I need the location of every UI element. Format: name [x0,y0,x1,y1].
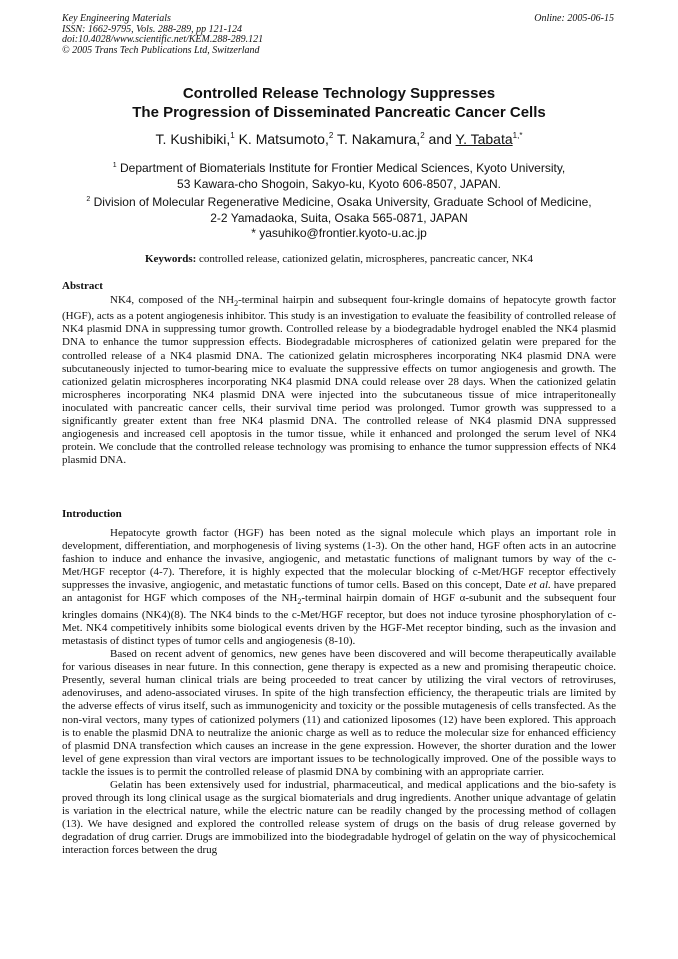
abstract-paragraph [62,294,616,467]
introduction-paragraph: Gelatin has been extensively used for industrial, pharmaceutical, and medical applications and the bio-safety is proved through its long clinical usage as the surgical biomaterials and drug ingredients. Another unique advantage of gelatin is variation in the electrical nature, while the electric nature can be readily changed by the processing method of collagen (13). We have designed and explored the controlled release system of drugs on the basis of drug release governed by degradation of drug carrier. Drugs are immobilized into the biodegradable hydrogel of gelatin on the way of physicochemical interaction forces between the drug [62,778,616,857]
affiliation-text: Department of Biomaterials Institute for Frontier Medical Sciences, Kyoto University, [116,161,566,175]
introduction-paragraph [62,527,616,648]
subscript: 2 [297,597,302,607]
affiliation-number: 2 [86,196,91,203]
introduction-heading: Introduction [62,508,122,520]
journal-copyright: © 2005 Trans Tech Publications Ltd, Switzerland [62,44,260,56]
affiliation-number: 1 [112,162,117,169]
journal-issn: ISSN: 1662-9795, Vols. 288-289, pp 121-124 [62,23,242,35]
title-line-2: The Progression of Disseminated Pancreatic Cancer Cells [132,104,546,121]
subscript: 2 [234,299,239,309]
title-line-1: Controlled Release Technology Suppresses [182,85,496,102]
corresponding-author-name: Y. Tabata [455,131,513,147]
affiliation-1-line-1 [0,158,678,177]
author-name: T. Kushibiki, [155,131,231,147]
affiliations [0,158,678,242]
abstract-body [62,294,616,467]
affiliation-text: Division of Molecular Regenerative Medicine, Osaka University, Graduate School of Medicine, [90,195,592,209]
journal-name: Key Engineering Materials [62,13,171,24]
abstract-heading: Abstract [62,280,103,292]
introduction-paragraph: Based on recent advent of genomics, new genes have been discovered and will become therapeutically available for various diseases in near future. In this connection, gene therapy is expected as a new and promising therapeutic choice. Presently, several human clinical trials are being proceeded to treat cancer by utilizing the viral vectors of retroviruses, adenoviruses, and adeno-associated viruses. In spite of the high transfection efficiency, the therapeutic trials are limited by the adverse effects of virus itself, such as immunogenicity and toxicity or the possible mutagenesis of cells transfected. As the non-viral vectors, many types of cationized polymers (11) and cationized liposomes (12) have been explored. This approach is to enable the plasmid DNA to neutralize the anionic charge as well as to reduce the molecular size for enhanced efficiency of plasmid DNA transfection which causes an increase in the gene expression. However, the shorter duration and the lower level of gene expression than viral vectors are important issues to be technologically improved. One of the possible ways to tackle the issues is to permit the controlled release of plasmid DNA by combining with an appropriate carrier. [62,648,616,778]
intro-text: Hepatocyte growth factor (HGF) has been noted as the signal molecule which plays an important role in development, differentiation, and morphogenesis of living systems (1-3). On the other hand, HGF often acts in an autocrine fashion to induce and enhance the invasive, angiogenic, and metastatic functions of malignant tumors by way of the c-Met/HGF receptor (4-7). Therefore, it is highly expected that the molecular blocking of c-Met/HGF receptor effectively suppresses the invasive, angiogenic, and metastatic functions of tumor cells. Based on this concept, Date [62,527,616,592]
keywords-label: Keywords: [144,253,197,265]
abstract-text: -terminal hairpin and subsequent four-kringle domains of hepatocyte growth factor (HGF), acts as a potent angiogenesis inhibitor. This study is an investigation to evaluate the feasibility of controlled release of NK4 plasmid DNA in suppressing tumor growth. Controlled release by a biodegradable hydrogel enabled the NK4 plasmid DNA to enhance the tumor suppression effects. Biodegradable microspheres of cationized gelatin were prepared for the controlled release of a NK4 plasmid DNA. The cationized gelatin microspheres incorporating NK4 plasmid DNA were subcutaneously injected to tumor-bearing mice to evaluate the suppressive effects on tumor angiogenesis and growth. The cationized gelatin microspheres incorporating NK4 plasmid DNA could release over 28 days. When the cationized gelatin microspheres incorporating NK4 plasmid DNA were injected into the subcutaneous tissue of mice intraperitoneally inoculated with pancreatic cancer cells, their survival time period was prolonged. Tumor growth was suppressed to a significantly greater extent than free NK4 plasmid DNA. The controlled release of NK4 plasmid DNA suppressed angiogenesis and increased cell apoptosis in the tumor tissue, while it enhanced and prolonged the serum level of NK4 protein. We conclude that the controlled release technology was promising to enhance the tumor suppression effects of NK4 plasmid DNA. [62,294,616,467]
journal-doi: doi:10.4028/www.scientific.net/KEM.288-289.121 [62,34,264,45]
affiliation-1-line-2: 53 Kawara-cho Shogoin, Sakyo-ku, Kyoto 606-8507, JAPAN. [177,176,501,191]
introduction-body [62,527,616,858]
author-affiliation-mark: 2 [420,131,425,140]
author-affiliation-mark: 2 [328,131,334,140]
author-affiliation-mark: 1,* [512,131,523,140]
intro-italic: et al. [528,579,551,592]
keywords-text: controlled release, cationized gelatin, microspheres, pancreatic cancer, NK4 [196,253,534,265]
keywords [0,253,678,265]
intro-text: have prepared an antagonist for HGF which composes of the NH [62,579,616,605]
author-list [0,127,678,148]
journal-info [62,14,263,56]
paper-title [0,84,678,122]
online-date: Online: 2005-06-15 [534,13,614,24]
author-name: K. Matsumoto, [234,131,329,147]
abstract-text: NK4, composed of the NH [110,294,235,306]
affiliation-2-line-2: 2-2 Yamadaoka, Suita, Osaka 565-0871, JAPAN [210,210,468,225]
author-affiliation-mark: 1 [230,131,235,140]
author-conjunction: and [424,131,456,147]
affiliation-2-line-1 [0,192,678,211]
author-name: T. Nakamura, [333,131,421,147]
intro-text: -terminal hairpin domain of HGF α-subunit and the subsequent four kringles domains (NK4)(8). The NK4 binds to the c-Met/HGF receptor, but does not induce tyrosine phosphorylation of c-Met. NK4 competitively inhibits some biological events driven by the HGF-Met receptor binding, such as the invasion and metastasis of distinct types of tumor cells and angiogenesis (8-10). [62,592,616,647]
corresponding-email: * yasuhiko@frontier.kyoto-u.ac.jp [251,226,427,240]
